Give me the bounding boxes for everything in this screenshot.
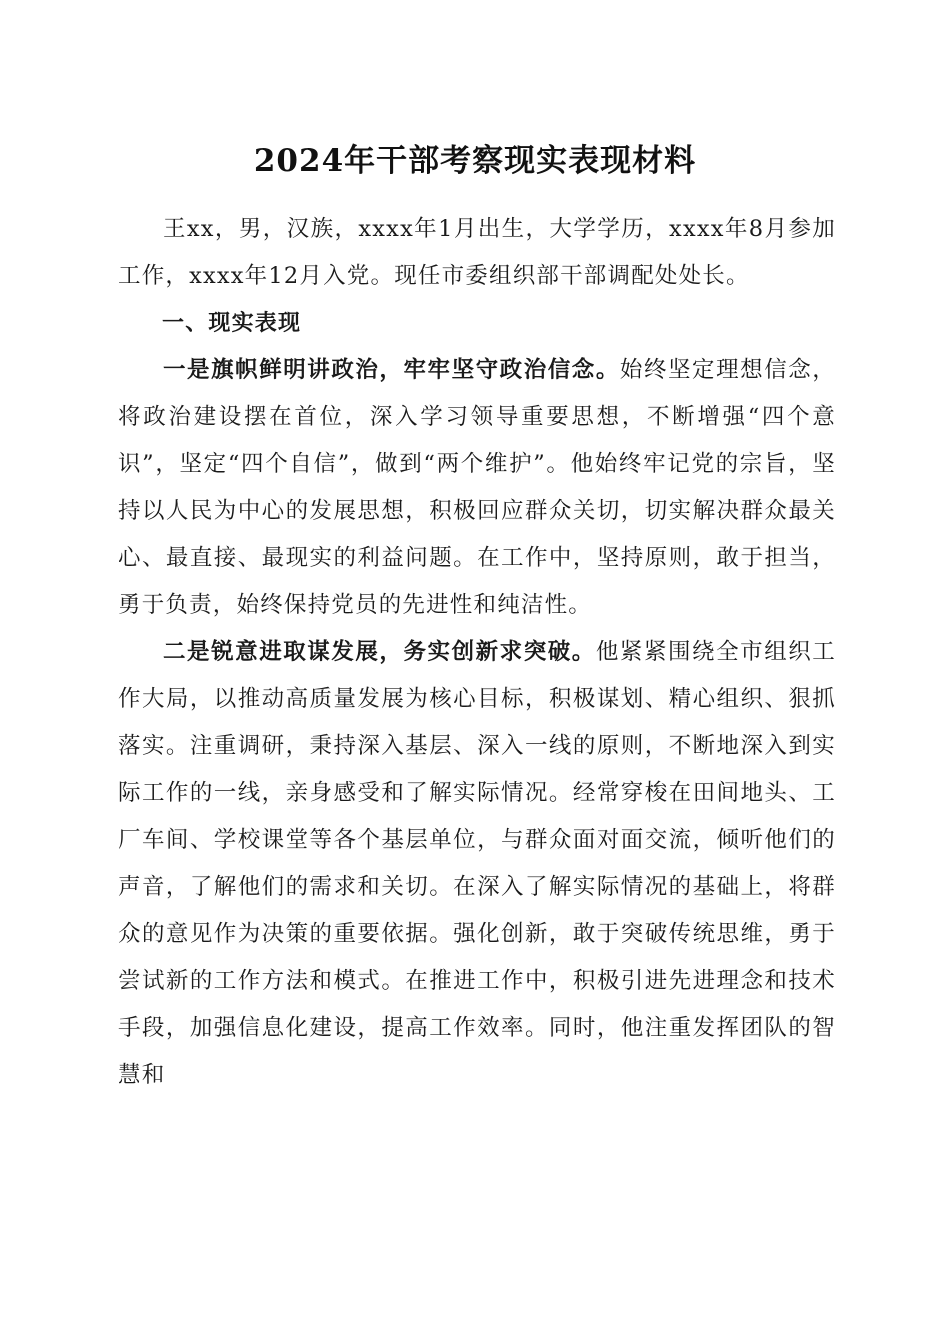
document-body (118, 206, 836, 1099)
section-heading: 一、现实表现 (162, 311, 302, 336)
intro-paragraph: 王xx，男，汉族，xxxx年1月出生，大学学历，xxxx年8月参加工作，xxxx年12月入党。现任市委组织部干部调配处处长。 (118, 216, 836, 289)
paragraph-lead: 二是锐意进取谋发展，务实创新求突破。 (163, 639, 596, 665)
paragraph-item-1 (118, 347, 836, 629)
document-title: 2024年干部考察现实表现材料 (253, 143, 697, 179)
paragraph-text: 始终坚定理想信念，将政治建设摆在首位，深入学习领导重要思想，不断增强“四个意识”，坚定“四个自信”，做到“两个维护”。他始终牢记党的宗旨，坚持以人民为中心的发展思想，积极回应群众关切，切实解决群众最关心、最直接、最现实的利益问题。在工作中，坚持原则，敢于担当，勇于负责，始终保持党员的先进性和纯洁性。 (118, 357, 836, 618)
paragraph-lead: 一是旗帜鲜明讲政治，牢牢坚守政治信念。 (163, 357, 620, 383)
paragraph-text: 他紧紧围绕全市组织工作大局，以推动高质量发展为核心目标，积极谋划、精心组织、狠抓落实。注重调研，秉持深入基层、深入一线的原则，不断地深入到实际工作的一线，亲身感受和了解实际情况。经常穿梭在田间地头、工厂车间、学校课堂等各个基层单位，与群众面对面交流，倾听他们的声音，了解他们的需求和关切。在深入了解实际情况的基础上，将群众的意见作为决策的重要依据。强化创新，敢于突破传统思维，勇于尝试新的工作方法和模式。在推进工作中，积极引进先进理念和技术手段，加强信息化建设，提高工作效率。同时，他注重发挥团队的智慧和 (118, 639, 836, 1088)
paragraph-item-2 (118, 629, 836, 1099)
